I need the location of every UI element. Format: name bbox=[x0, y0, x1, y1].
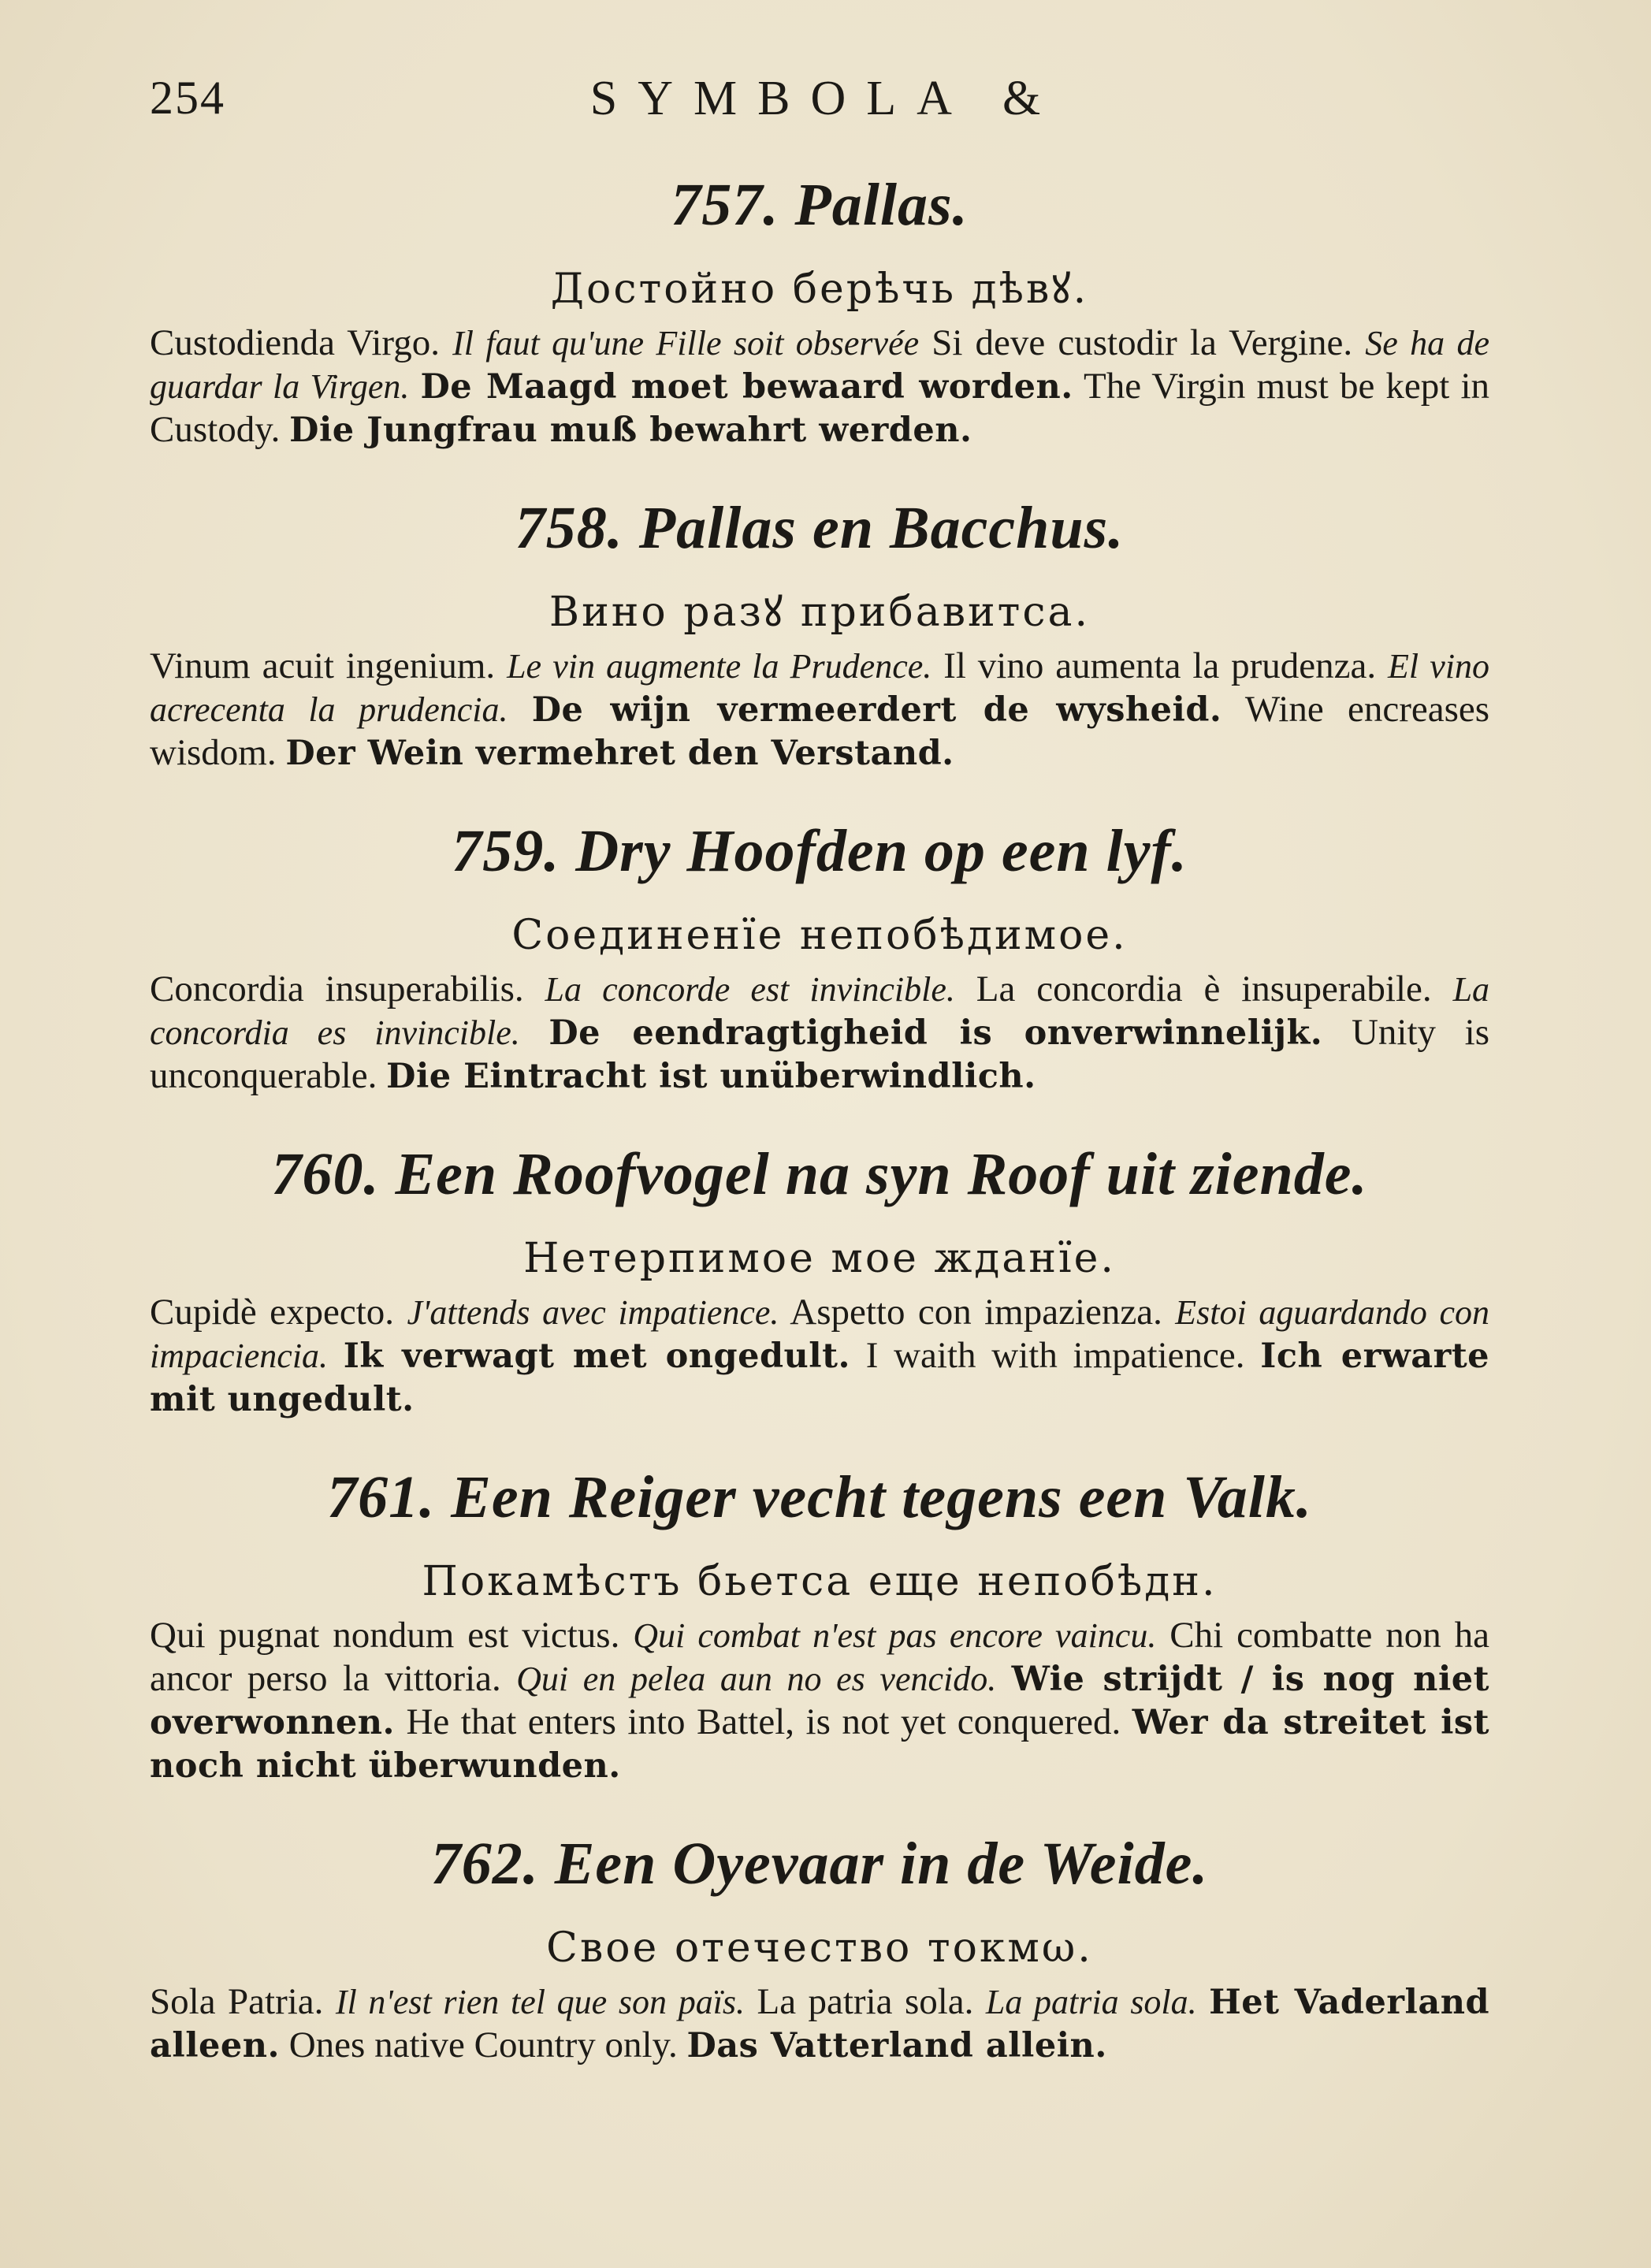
english-motto: The Virgin must be kept in Custody. bbox=[150, 366, 1490, 450]
dutch-motto: De Maagd moet bewaard worden. bbox=[420, 367, 1073, 407]
dutch-motto: Wie strijdt / is nog niet overwonnen. bbox=[150, 1660, 1490, 1742]
german-motto: Ich erwarte mit ungedult. bbox=[150, 1337, 1490, 1419]
english-motto: Unity is unconquerable. bbox=[150, 1012, 1489, 1096]
motto-translations bbox=[150, 322, 1489, 452]
emblem-title: 758. Pallas en Bacchus. bbox=[515, 495, 1125, 561]
latin-motto: Qui pugnat nondum est victus. bbox=[150, 1615, 620, 1656]
latin-motto: Cupidè expecto. bbox=[150, 1292, 395, 1333]
russian-motto: Достойно берѣчь дѣвꙋ. bbox=[550, 266, 1089, 313]
emblem-entry bbox=[150, 165, 1489, 452]
page-header bbox=[0, 71, 1651, 126]
russian-motto: Свое отечество токмω. bbox=[546, 1924, 1093, 1972]
french-motto: Il faut qu'une Fille soit observée bbox=[452, 324, 920, 363]
emblem-title: 762. Een Oyevaar in de Weide. bbox=[430, 1831, 1209, 1897]
french-motto: Il n'est rien tel que son païs. bbox=[335, 1983, 746, 2021]
italian-motto: Si deve custodir la Vergine. bbox=[931, 322, 1353, 363]
motto-translations bbox=[150, 968, 1489, 1098]
spanish-motto: Estoi aguardando con impaciencia. bbox=[150, 1293, 1490, 1375]
italian-motto: Aspetto con impazienza. bbox=[790, 1292, 1162, 1333]
motto-translations bbox=[150, 1614, 1489, 1787]
latin-motto: Sola Patria. bbox=[150, 1981, 324, 2022]
motto-translations bbox=[150, 1980, 1489, 2067]
english-motto: He that enters into Battel, is not yet conquered. bbox=[406, 1701, 1121, 1742]
dutch-motto: Het Vaderland alleen. bbox=[150, 1983, 1490, 2065]
german-motto: Der Wein vermehret den Verstand. bbox=[285, 734, 954, 773]
latin-motto: Custodienda Virgo. bbox=[150, 322, 440, 363]
french-motto: Le vin augmente la Prudence. bbox=[507, 647, 932, 686]
emblem-entry bbox=[150, 812, 1489, 1098]
motto-translations bbox=[150, 1291, 1489, 1421]
emblem-title: 759. Dry Hoofden op een lyf. bbox=[452, 818, 1188, 884]
russian-motto: Соединенїе непобѣдимое. bbox=[511, 912, 1128, 959]
english-motto: Wine encreases wisdom. bbox=[150, 689, 1490, 773]
page-number: 254 bbox=[150, 72, 225, 124]
dutch-motto: De eendragtigheid is onverwinnelijk. bbox=[548, 1013, 1323, 1053]
german-motto: Die Eintracht ist unüberwindlich. bbox=[386, 1057, 1036, 1096]
english-motto: I waith with impatience. bbox=[865, 1335, 1245, 1376]
spanish-motto: El vino acrecenta la prudencia. bbox=[150, 647, 1490, 729]
emblem-entry bbox=[150, 1824, 1489, 2067]
russian-motto: Покамѣстъ бьетса еще непобѣдн. bbox=[422, 1558, 1218, 1605]
italian-motto: Il vino aumenta la prudenza. bbox=[943, 645, 1377, 686]
latin-motto: Vinum acuit ingenium. bbox=[150, 645, 496, 686]
french-motto: J'attends avec impatience. bbox=[407, 1293, 779, 1332]
dutch-motto: Ik verwagt met ongedult. bbox=[343, 1337, 850, 1376]
french-motto: La concorde est invincible. bbox=[545, 970, 955, 1009]
italian-motto: La patria sola. bbox=[757, 1981, 974, 2022]
russian-motto: Нетерпимое мое жданїе. bbox=[523, 1235, 1116, 1282]
german-motto: Die Jungfrau muß bewahrt werden. bbox=[289, 411, 972, 450]
emblem-entry bbox=[150, 489, 1489, 775]
emblem-entry bbox=[150, 1135, 1489, 1421]
emblem-entry bbox=[150, 1458, 1489, 1787]
running-head: SYMBOLA & bbox=[589, 72, 1062, 125]
russian-motto: Вино разꙋ прибавитса. bbox=[548, 589, 1091, 636]
spanish-motto: La concordia es invincible. bbox=[150, 970, 1490, 1052]
english-motto: Ones native Country only. bbox=[288, 2024, 678, 2065]
emblem-title: 757. Pallas. bbox=[671, 172, 969, 238]
page-content bbox=[150, 165, 1489, 2104]
italian-motto: Chi combatte non ha ancor perso la vittoria. bbox=[150, 1615, 1489, 1699]
emblem-title: 761. Een Reiger vecht tegens een Valk. bbox=[327, 1464, 1312, 1530]
latin-motto: Concordia insuperabilis. bbox=[150, 969, 524, 1009]
emblem-title: 760. Een Roofvogel na syn Roof uit ziende. bbox=[271, 1141, 1368, 1207]
german-motto: Das Vatterland allein. bbox=[686, 2026, 1107, 2065]
dutch-motto: De wijn vermeerdert de wysheid. bbox=[531, 690, 1222, 730]
spanish-motto: Qui en pelea aun no es vencido. bbox=[516, 1660, 997, 1698]
spanish-motto: Se ha de guardar la Virgen. bbox=[150, 324, 1490, 406]
german-motto: Wer da streitet ist noch nicht überwunden. bbox=[150, 1703, 1490, 1786]
spanish-motto: La patria sola. bbox=[985, 1983, 1197, 2021]
italian-motto: La concordia è insuperabile. bbox=[976, 969, 1432, 1009]
french-motto: Qui combat n'est pas encore vaincu. bbox=[633, 1616, 1157, 1655]
motto-translations bbox=[150, 645, 1489, 775]
